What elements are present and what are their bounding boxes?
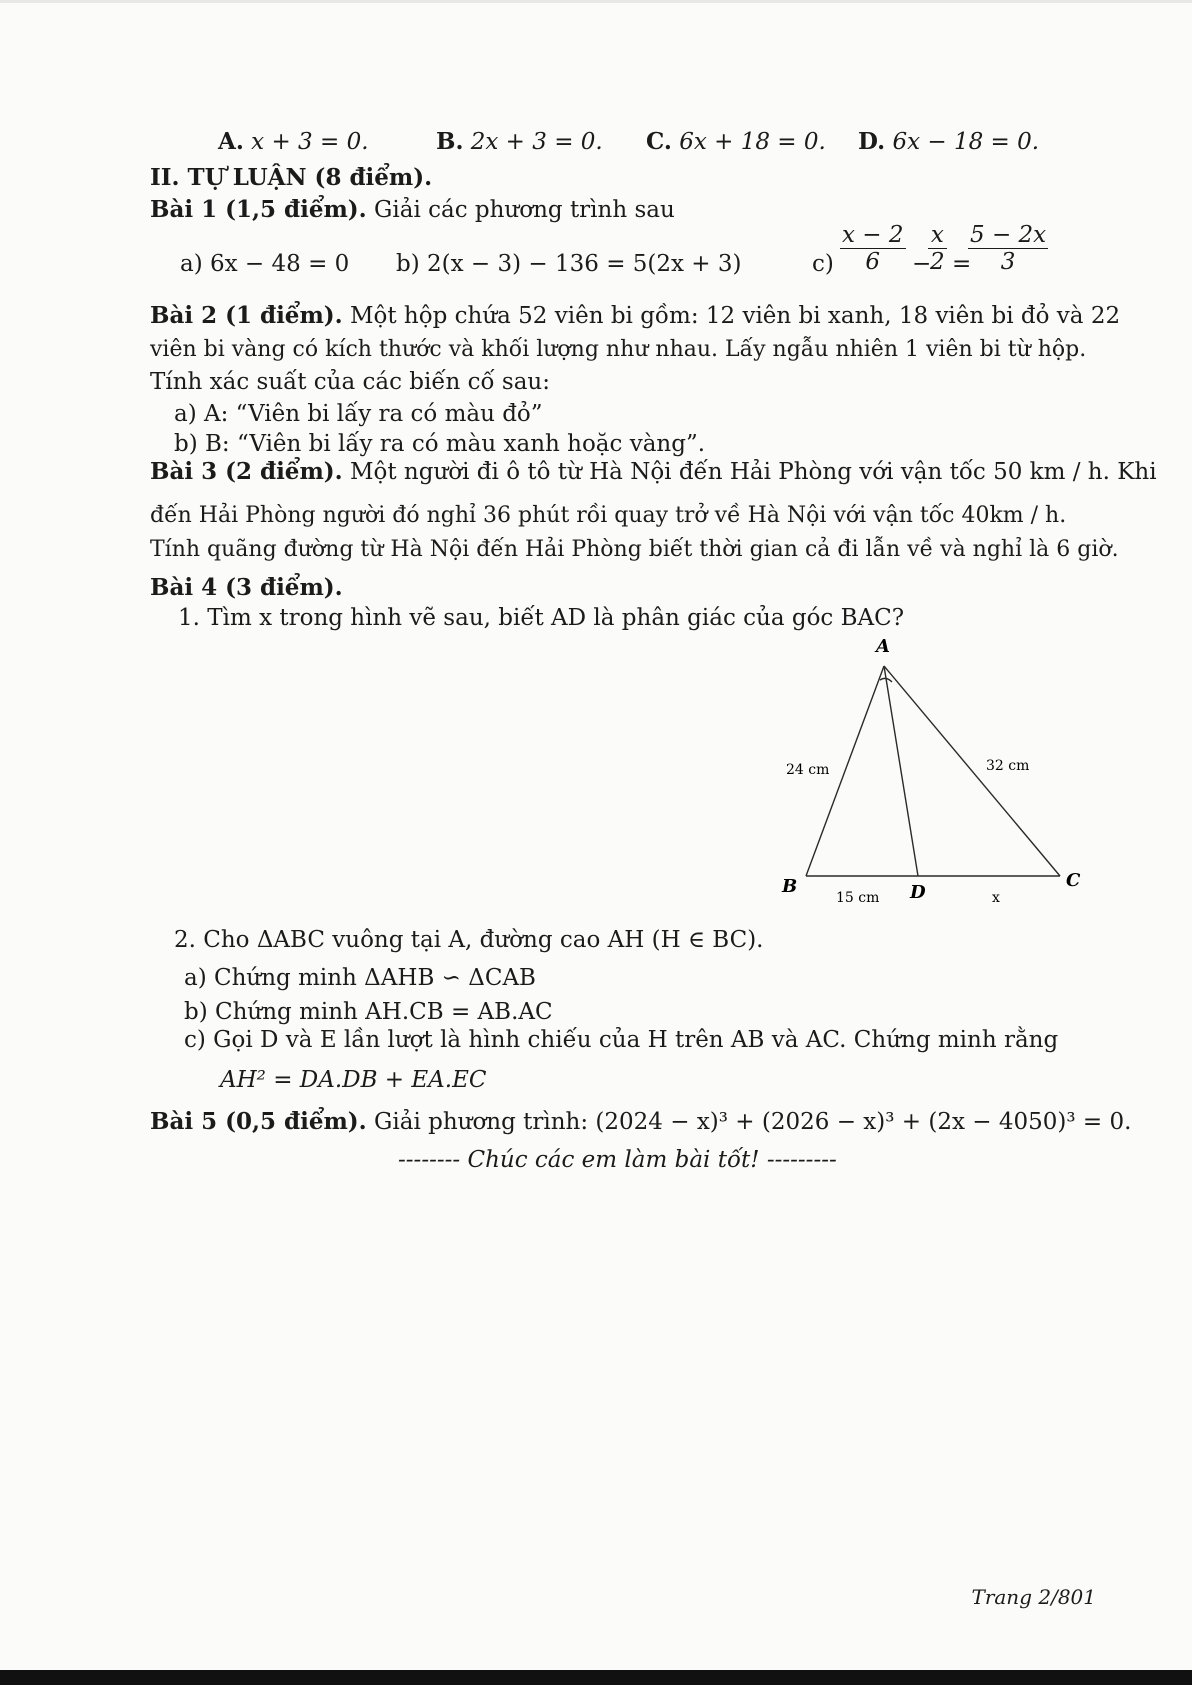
bai1-heading: Bài 1 (1,5 điểm). Giải các phương trình sau — [150, 196, 675, 223]
bai5-line: Bài 5 (0,5 điểm). Giải phương trình: (2024 − x)³ + (2026 − x)³ + (2x − 4050)³ = 0. — [150, 1108, 1132, 1135]
label-ab: 24 cm — [786, 762, 830, 778]
bai2-b: b) B: “Viên bi lấy ra có màu xanh hoặc vàng”. — [174, 431, 706, 457]
choice-c: C. 6x + 18 = 0. — [646, 128, 826, 155]
bai4-q1: 1. Tìm x trong hình vẽ sau, biết AD là phân giác của góc BAC? — [178, 605, 905, 631]
side-ac — [884, 666, 1060, 876]
bai2-line-3: Tính xác suất của các biến cố sau: — [150, 369, 550, 395]
bai4-c-line-1: c) Gọi D và E lần lượt là hình chiếu của H trên AB và AC. Chứng minh rằng — [184, 1027, 1059, 1053]
choice-b: B. 2x + 3 = 0. — [436, 128, 603, 155]
label-ac: 32 cm — [986, 758, 1030, 774]
bai3-line-2: đến Hải Phòng người đó nghỉ 36 phút rồi quay trở về Hà Nội với vận tốc 40km / h. — [150, 503, 1067, 528]
vertex-a-label: A — [876, 636, 890, 657]
bai3-line-3: Tính quãng đường từ Hà Nội đến Hải Phòng biết thời gian cả đi lẫn về và nghỉ là 6 giờ. — [150, 537, 1119, 562]
bai1-b: b) 2(x − 3) − 136 = 5(2x + 3) — [396, 251, 742, 277]
bai4-c-line-2: AH² = DA.DB + EA.EC — [220, 1067, 487, 1093]
bai4-a: a) Chứng minh ΔAHB ∽ ΔCAB — [184, 965, 536, 991]
bai4-q2: 2. Cho ΔABC vuông tại A, đường cao AH (H ∈ BC). — [174, 927, 764, 953]
bai1-c-fraction-3: $\frac{5 - 2x}{3}$ — [970, 222, 1047, 275]
bai1-a: a) 6x − 48 = 0 — [180, 251, 350, 277]
section-heading: II. TỰ LUẬN (8 điểm). — [150, 164, 433, 191]
bai1-c-label: c) — [812, 251, 834, 277]
bai1-c-minus: − — [912, 251, 932, 277]
page-number: Trang 2/801 — [971, 1585, 1096, 1609]
vertex-b-label: B — [782, 876, 798, 897]
label-bd: 15 cm — [836, 890, 880, 906]
closing-wish: -------- Chúc các em làm bài tốt! --------- — [398, 1147, 837, 1173]
bai1-c-fraction-1: $\frac{x - 2}{6}$ — [842, 222, 904, 275]
bai3-line-1: Bài 3 (2 điểm). Một người đi ô tô từ Hà Nội đến Hải Phòng với vận tốc 50 km / h. Khi — [150, 458, 1157, 485]
bai1-c-equals: = — [952, 251, 972, 277]
bai2-line-1: Bài 2 (1 điểm). Một hộp chứa 52 viên bi gồm: 12 viên bi xanh, 18 viên bi đỏ và 22 — [150, 302, 1121, 329]
choice-d: D. 6x − 18 = 0. — [858, 128, 1040, 155]
bai2-a: a) A: “Viên bi lấy ra có màu đỏ” — [174, 401, 543, 427]
choice-a: A. x + 3 = 0. — [218, 128, 369, 155]
bai4-b: b) Chứng minh AH.CB = AB.AC — [184, 999, 553, 1025]
bisector-ad — [884, 666, 918, 876]
scan-bottom-edge — [0, 1670, 1192, 1685]
label-dc: x — [992, 890, 1000, 906]
vertex-c-label: C — [1066, 870, 1081, 891]
bai4-heading: Bài 4 (3 điểm). — [150, 574, 343, 601]
scan-top-edge — [0, 0, 1192, 3]
point-d-label: D — [910, 882, 926, 903]
bai1-c-fraction-2: $\frac{x}{2}$ — [930, 222, 945, 275]
triangle-figure — [770, 630, 1100, 910]
bai2-line-2: viên bi vàng có kích thước và khối lượng như nhau. Lấy ngẫu nhiên 1 viên bi từ hộp. — [150, 337, 1087, 362]
